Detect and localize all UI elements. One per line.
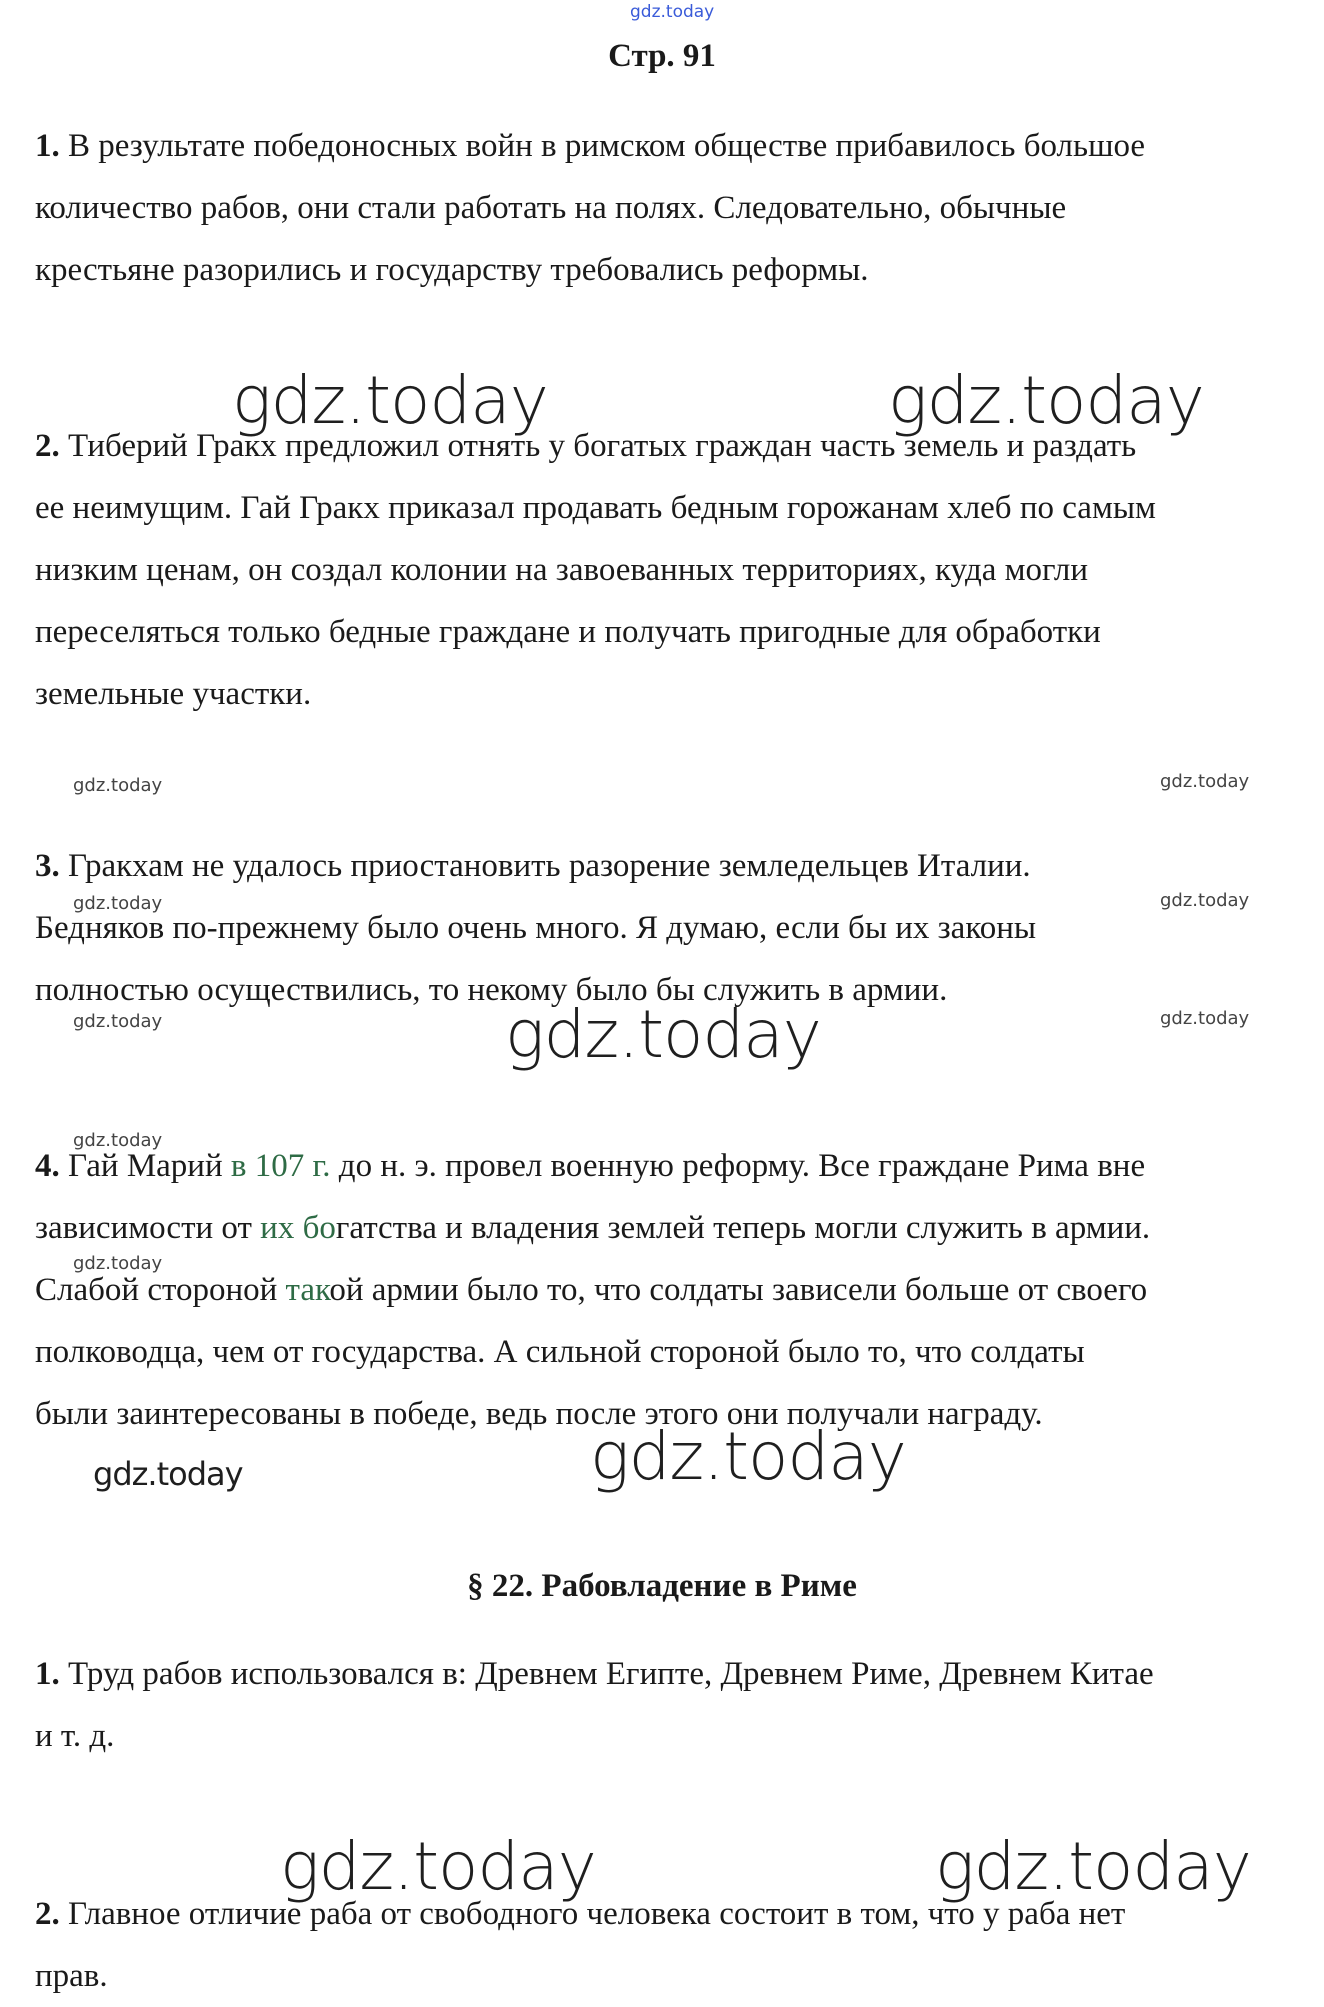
watermark: gdz.today <box>935 1828 1251 1905</box>
answer-number: 3. <box>35 848 60 884</box>
answer-text-line: крестьяне разорились и государству требовались реформы. <box>35 252 869 288</box>
page-title: Стр. 91 <box>608 38 716 74</box>
watermark: gdz.today <box>73 1130 163 1151</box>
watermark: gdz.today <box>280 1828 596 1905</box>
answer-2 <box>35 415 1156 725</box>
section-title: § 22. Рабовладение в Риме <box>467 1568 857 1604</box>
answer-text-line: переселяться только бедные граждане и получать пригодные для обработки <box>35 614 1101 650</box>
answer-text: Слабой стороной <box>35 1272 286 1308</box>
watermark: gdz.today <box>73 775 163 796</box>
answer-1 <box>35 115 1145 301</box>
watermark: gdz.today <box>93 1455 243 1493</box>
watermark: gdz.today <box>1160 1008 1250 1029</box>
watermark: gdz.today <box>1160 890 1250 911</box>
answer-text-line: количество рабов, они стали работать на полях. Следовательно, обычные <box>35 190 1067 226</box>
answer-4 <box>35 1135 1150 1445</box>
answer-text-line: В результате победоносных войн в римском обществе прибавилось большое <box>68 128 1146 164</box>
watermark: gdz.today <box>505 996 821 1073</box>
answer-text-line: Главное отличие раба от свободного человека состоит в том, что у раба нет <box>68 1896 1126 1932</box>
watermark: gdz.today <box>888 362 1204 439</box>
watermark: gdz.today <box>232 362 548 439</box>
answer-text-line: Гракхам не удалось приостановить разорение земледельцев Италии. <box>68 848 1031 884</box>
answer-text-line: Тиберий Гракх предложил отнять у богатых граждан часть земель и раздать <box>68 428 1137 464</box>
watermark: gdz.today <box>73 1011 163 1032</box>
answer-number: 1. <box>35 1656 60 1692</box>
answer-number: 4. <box>35 1148 60 1184</box>
answer-text: ой армии было то, что солдаты зависели больше от своего <box>329 1272 1148 1308</box>
answer-text-line: прав. <box>35 1958 108 1994</box>
highlighted-text: так <box>285 1272 330 1308</box>
answer-text-line: земельные участки. <box>35 676 312 712</box>
section-answer-1 <box>35 1643 1154 1767</box>
answer-text: гатства и владения землей теперь могли служить в армии. <box>335 1210 1151 1246</box>
watermark: gdz.today <box>590 1418 906 1495</box>
highlighted-text: их бо <box>260 1210 336 1246</box>
watermark: gdz.today <box>73 1253 163 1274</box>
answer-text-line: низким ценам, он создал колонии на завоеванных территориях, куда могли <box>35 552 1089 588</box>
answer-text-line: Труд рабов использовался в: Древнем Египте, Древнем Риме, Древнем Китае <box>68 1656 1154 1692</box>
answer-text-line: и т. д. <box>35 1718 115 1754</box>
watermark: gdz.today <box>73 893 163 914</box>
answer-text-line: полководца, чем от государства. А сильной стороной было то, что солдаты <box>35 1334 1085 1370</box>
answer-text: до н. э. провел военную реформу. Все граждане Рима вне <box>330 1148 1146 1184</box>
answer-number: 2. <box>35 428 60 464</box>
answer-3 <box>35 835 1036 1021</box>
watermark: gdz.today <box>1160 771 1250 792</box>
section-answer-2 <box>35 1883 1125 2007</box>
answer-number: 1. <box>35 128 60 164</box>
highlighted-text: в 107 г. <box>230 1148 331 1184</box>
answer-text: Гай Марий <box>68 1148 231 1184</box>
answer-text-line: ее неимущим. Гай Гракх приказал продавать бедным горожанам хлеб по самым <box>35 490 1156 526</box>
answer-number: 2. <box>35 1896 60 1932</box>
answer-text-line: Бедняков по-прежнему было очень много. Я думаю, если бы их законы <box>35 910 1037 946</box>
answer-text-line: полностью осуществились, то некому было бы служить в армии. <box>35 972 948 1008</box>
answer-text: зависимости от <box>35 1210 261 1246</box>
watermark-top: gdz.today <box>630 2 715 22</box>
answer-text-line: были заинтересованы в победе, ведь после этого они получали награду. <box>35 1396 1043 1432</box>
